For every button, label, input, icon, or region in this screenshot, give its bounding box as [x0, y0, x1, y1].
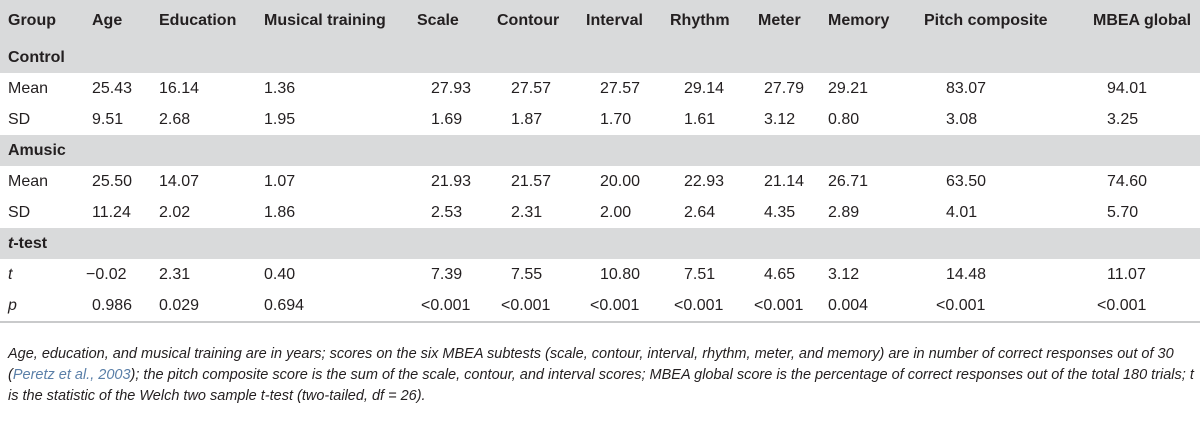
cell: 29.21	[828, 79, 869, 97]
cell: 21.93	[431, 172, 472, 190]
cell: 2.02	[159, 203, 191, 221]
row-label: p	[0, 290, 84, 322]
col-header-education: Education	[151, 0, 256, 42]
row-label: SD	[8, 203, 31, 221]
col-header-contour: Contour	[489, 0, 578, 42]
cell: −0.02	[86, 265, 127, 283]
col-header-group: Group	[0, 0, 84, 42]
cell: <0.001	[662, 290, 750, 322]
cell: 63.50	[946, 172, 987, 190]
col-header-pitch-composite: Pitch composite	[916, 0, 1085, 42]
table-row	[0, 290, 1200, 322]
cell: 10.80	[600, 265, 641, 283]
table-row	[0, 166, 1200, 197]
cell: 22.93	[684, 172, 725, 190]
cell: 1.70	[600, 110, 632, 128]
cell: 1.36	[264, 79, 296, 97]
cell: 25.50	[92, 172, 133, 190]
cell: 1.95	[264, 110, 296, 128]
col-header-musical-training: Musical training	[256, 0, 409, 42]
cell: 27.57	[511, 79, 552, 97]
cell: 0.80	[828, 110, 860, 128]
table-caption	[8, 344, 1194, 407]
cell: <0.001	[578, 290, 662, 322]
cell: 0.986	[84, 290, 151, 322]
cell: <0.001	[916, 290, 1085, 322]
col-header-rhythm: Rhythm	[662, 0, 750, 42]
cell: 27.79	[764, 79, 805, 97]
row-label: Mean	[8, 79, 49, 97]
cell: 2.31	[511, 203, 543, 221]
cell: 27.57	[600, 79, 641, 97]
cell: <0.001	[1085, 290, 1200, 322]
cell: 14.48	[946, 265, 987, 283]
cell: 1.61	[684, 110, 716, 128]
cell: <0.001	[750, 290, 820, 322]
caption-part1: Age, education, and musical training are in years; scores on the six MBEA subtests (scale, contour, interval, rhythm, meter, and memory) are in number of correct responses out of 30 (	[8, 346, 1174, 383]
cell: 94.01	[1107, 79, 1148, 97]
cell: 1.86	[264, 203, 296, 221]
cell: 0.029	[151, 290, 256, 322]
cell: 5.70	[1107, 203, 1139, 221]
cell: 29.14	[684, 79, 725, 97]
cell: 3.12	[764, 110, 796, 128]
cell: 2.31	[159, 265, 191, 283]
cell: 4.65	[764, 265, 796, 283]
cell: 21.14	[764, 172, 805, 190]
cell: 27.93	[431, 79, 472, 97]
group-row-control	[0, 42, 1200, 73]
col-header-memory: Memory	[820, 0, 916, 42]
cell: 11.24	[92, 203, 131, 221]
cell: 83.07	[946, 79, 987, 97]
cell: 2.89	[828, 203, 860, 221]
col-header-mbea-global: MBEA global	[1085, 0, 1200, 42]
table-row	[0, 104, 1200, 135]
row-label: t	[8, 265, 13, 283]
cell: 2.00	[600, 203, 632, 221]
group-label: Control	[0, 42, 1200, 73]
cell: 3.12	[828, 265, 860, 283]
row-label: Mean	[8, 172, 49, 190]
caption-part2: ); the pitch composite score is the sum of the scale, contour, and interval scores; MBEA global score is the percentage of correct responses out of the total 180 trials; t is the statistic of the Welch two sample t-test (two-tailed, df = 26).	[8, 367, 1194, 404]
cell: 1.69	[431, 110, 463, 128]
cell: 4.35	[764, 203, 796, 221]
cell: 11.07	[1107, 265, 1146, 283]
row-label: SD	[8, 110, 31, 128]
table-header-row	[0, 0, 1200, 42]
group-label-rest: -test	[13, 234, 48, 252]
cell: 74.60	[1107, 172, 1148, 190]
cell: 0.694	[256, 290, 409, 322]
caption-reference-link[interactable]: Peretz et al., 2003	[12, 367, 131, 383]
col-header-scale: Scale	[409, 0, 489, 42]
cell: 4.01	[946, 203, 978, 221]
cell: 25.43	[92, 79, 133, 97]
cell: 2.64	[684, 203, 716, 221]
cell: 1.87	[511, 110, 543, 128]
cell: 0.40	[264, 265, 296, 283]
group-row-amusic	[0, 135, 1200, 166]
group-label: Amusic	[0, 135, 1200, 166]
cell: 26.71	[828, 172, 869, 190]
table-row	[0, 73, 1200, 104]
cell: 0.004	[820, 290, 916, 322]
col-header-interval: Interval	[578, 0, 662, 42]
group-label	[0, 228, 1200, 259]
cell: <0.001	[409, 290, 489, 322]
cell: 7.39	[431, 265, 463, 283]
cell: 16.14	[159, 79, 200, 97]
group-row-t-test	[0, 228, 1200, 259]
cell: 9.51	[92, 110, 124, 128]
table-row	[0, 197, 1200, 228]
group-label-t: t	[8, 234, 14, 252]
cell: <0.001	[489, 290, 578, 322]
col-header-meter: Meter	[750, 0, 820, 42]
col-header-age: Age	[84, 0, 151, 42]
cell: 3.08	[946, 110, 978, 128]
cell: 2.68	[159, 110, 191, 128]
cell: 7.51	[684, 265, 716, 283]
cell: 21.57	[511, 172, 552, 190]
table-row	[0, 259, 1200, 290]
cell: 3.25	[1107, 110, 1139, 128]
cell: 7.55	[511, 265, 543, 283]
cell: 1.07	[264, 172, 296, 190]
cell: 14.07	[159, 172, 200, 190]
cell: 2.53	[431, 203, 463, 221]
cell: 20.00	[600, 172, 641, 190]
